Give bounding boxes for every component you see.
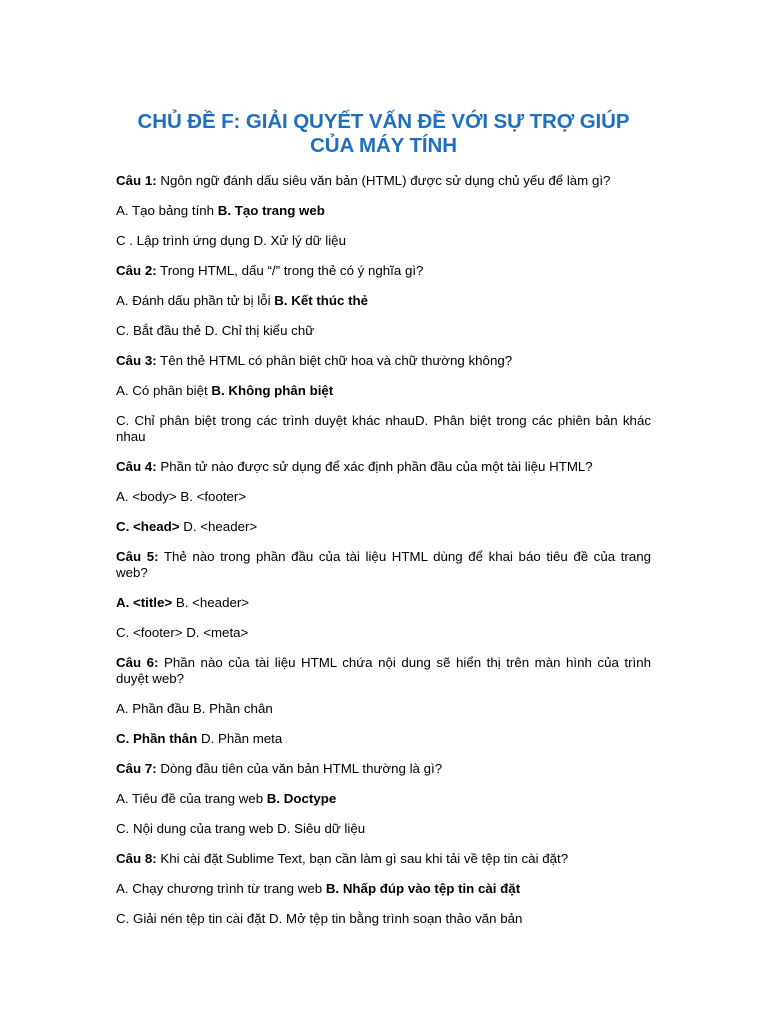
question-3 xyxy=(116,353,651,369)
question-text: Phần nào của tài liệu HTML chứa nội dung sẽ hiển thị trên màn hình của trình duyệt web? xyxy=(116,655,651,686)
answer-options-row-2 xyxy=(116,413,651,445)
question-label: Câu 2: xyxy=(116,263,157,278)
answer-option: A. Phần đầu xyxy=(116,701,193,716)
question-label: Câu 5: xyxy=(116,549,159,564)
answer-option: C. Bắt đầu thẻ xyxy=(116,323,205,338)
question-label: Câu 4: xyxy=(116,459,157,474)
answer-options-row-1 xyxy=(116,293,651,309)
answer-options-row-1 xyxy=(116,595,651,611)
answer-option: B. Phần chân xyxy=(192,701,273,716)
question-7 xyxy=(116,761,651,777)
answer-option: D. Chỉ thị kiểu chữ xyxy=(204,323,315,338)
answer-option: D. Phần meta xyxy=(197,731,283,746)
question-text: Tên thẻ HTML có phân biệt chữ hoa và chữ thường không? xyxy=(156,353,513,368)
question-label: Câu 8: xyxy=(116,851,157,866)
answer-options-row-1 xyxy=(116,383,651,399)
question-text: Khi cài đặt Sublime Text, bạn cần làm gì sau khi tải về tệp tin cài đặt? xyxy=(156,851,569,866)
answer-option: C. Phần thân xyxy=(116,731,198,746)
answer-option: D. <meta> xyxy=(186,625,249,640)
answer-option: B. <footer> xyxy=(180,489,247,504)
answer-option: A. Có phân biệt xyxy=(116,383,212,398)
title-line-2: CỦA MÁY TÍNH xyxy=(310,134,457,157)
question-text: Phần tử nào được sử dụng để xác định phần đầu của một tài liệu HTML? xyxy=(156,459,593,474)
answer-options-row-2 xyxy=(116,625,651,641)
answer-option: C. <head> xyxy=(116,519,180,534)
question-label: Câu 1: xyxy=(116,173,157,188)
answer-option: B. Nhấp đúp vào tệp tin cài đặt xyxy=(325,881,521,896)
document-page xyxy=(116,110,651,941)
answer-option: B. Doctype xyxy=(266,791,337,806)
answer-option: C. <footer> xyxy=(116,625,187,640)
answer-option: A. Đánh dấu phần tử bị lỗi xyxy=(116,293,275,308)
question-6 xyxy=(116,655,651,687)
answer-options-row-1 xyxy=(116,701,651,717)
answer-option: B. <header> xyxy=(172,595,250,610)
question-list xyxy=(116,173,651,927)
question-2 xyxy=(116,263,651,279)
question-text: Thẻ nào trong phần đầu của tài liệu HTML dùng để khai báo tiêu đề của trang web? xyxy=(116,549,652,580)
answer-options-row-1 xyxy=(116,489,651,505)
question-text: Dòng đầu tiên của văn bản HTML thường là gì? xyxy=(156,761,443,776)
answer-options-row-1 xyxy=(116,203,651,219)
question-8 xyxy=(116,851,651,867)
answer-options-row-2 xyxy=(116,323,651,339)
answer-options-row-1 xyxy=(116,791,651,807)
answer-option: C. Chỉ phân biệt trong các trình duyệt khác nhau xyxy=(116,413,415,428)
question-label: Câu 7: xyxy=(116,761,157,776)
question-4 xyxy=(116,459,651,475)
answer-option: C. Nội dung của trang web xyxy=(116,821,278,836)
answer-option: D. <header> xyxy=(179,519,258,534)
answer-option: D. Siêu dữ liệu xyxy=(277,821,366,836)
answer-options-row-1 xyxy=(116,881,651,897)
answer-options-row-2 xyxy=(116,731,651,747)
question-label: Câu 6: xyxy=(116,655,159,670)
document-title xyxy=(116,110,651,158)
answer-option: A. Chạy chương trình từ trang web xyxy=(116,881,326,896)
answer-option: D. Xử lý dữ liệu xyxy=(253,233,346,248)
answer-option: B. Không phân biệt xyxy=(211,383,334,398)
answer-option: C. Giải nén tệp tin cài đặt xyxy=(116,911,269,926)
question-text: Trong HTML, dấu “/” trong thẻ có ý nghĩa gì? xyxy=(156,263,424,278)
answer-options-row-2 xyxy=(116,519,651,535)
question-text: Ngôn ngữ đánh dấu siêu văn bản (HTML) được sử dụng chủ yếu để làm gì? xyxy=(156,173,611,188)
answer-options-row-2 xyxy=(116,821,651,837)
title-line-1: CHỦ ĐỀ F: GIẢI QUYẾT VẤN ĐỀ VỚI SỰ TRỢ GIÚP xyxy=(137,110,630,133)
answer-option: D. Phân biệt trong các phiên bản khác nhau xyxy=(116,413,651,444)
answer-option: D. Mở tệp tin bằng trình soạn thảo văn bản xyxy=(269,911,523,926)
answer-option: A. Tạo bảng tính xyxy=(116,203,218,218)
answer-option: A. Tiêu đề của trang web xyxy=(116,791,267,806)
answer-option: A. <body> xyxy=(116,489,181,504)
answer-options-row-2 xyxy=(116,233,651,249)
answer-option: B. Kết thúc thẻ xyxy=(274,293,369,308)
answer-options-row-2 xyxy=(116,911,651,927)
question-1 xyxy=(116,173,651,189)
question-5 xyxy=(116,549,651,581)
question-label: Câu 3: xyxy=(116,353,157,368)
answer-option: C . Lập trình ứng dụng xyxy=(116,233,254,248)
answer-option: A. <title> xyxy=(116,595,173,610)
answer-option: B. Tạo trang web xyxy=(217,203,325,218)
